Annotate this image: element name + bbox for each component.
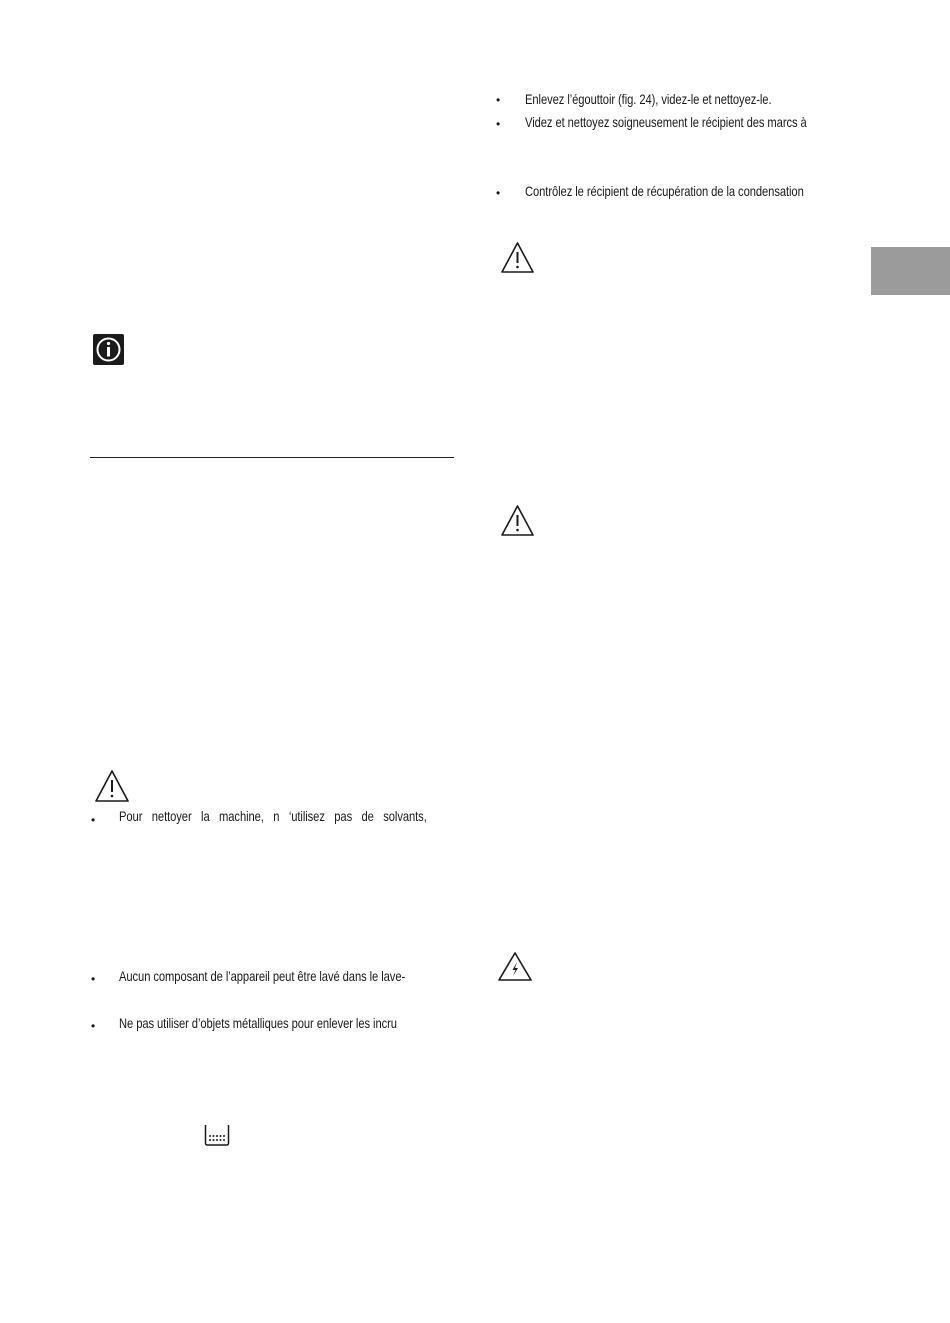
left-bullet-2: Aucun composant de l’appareil peut être lavé dans le lave- [119, 968, 406, 984]
section-tab [871, 247, 950, 295]
bullet-marker: • [91, 972, 96, 986]
left-bullet-1: Pour nettoyer la machine, n ‘utilisez pas de solvants, [119, 808, 427, 824]
warning-triangle-icon [499, 240, 536, 275]
descale-icon [204, 1124, 230, 1146]
bullet-marker: • [91, 813, 96, 827]
right-bullet-2: Videz et nettoyez soigneusement le récipient des marcs à [525, 114, 807, 130]
left-bullet-3: Ne pas utiliser d’objets métalliques pour enlever les incru [119, 1015, 397, 1031]
info-icon [93, 334, 124, 365]
warning-triangle-icon [93, 768, 131, 804]
bullet-marker: • [496, 186, 501, 200]
section-divider [90, 457, 454, 458]
right-bullet-3: Contrôlez le récipient de récupération de la condensation [525, 183, 804, 199]
electric-hazard-icon [496, 950, 534, 983]
bullet-marker: • [91, 1019, 96, 1033]
warning-triangle-icon [499, 503, 536, 538]
right-bullet-1: Enlevez l’égouttoir (fig. 24), videz-le et nettoyez-le. [525, 91, 772, 107]
bullet-marker: • [496, 117, 501, 131]
bullet-marker: • [496, 93, 501, 107]
